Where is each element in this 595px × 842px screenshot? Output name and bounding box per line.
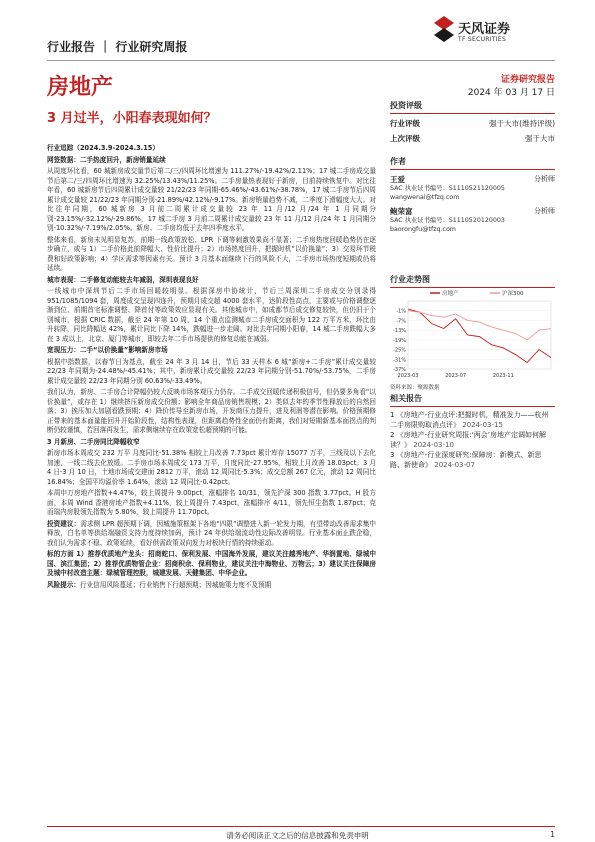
subsection-heading: 网签数据：二手热度回升，新房销量延续	[47, 155, 166, 164]
section-heading: 投资评级	[390, 100, 555, 114]
subsection-heading: 宽现压力：二手“以价换量”影响新房市场	[47, 346, 168, 354]
related-title[interactable]: 3 《房地产-行业深度研究:保障房：新模式、新思路、新使命》	[390, 451, 542, 469]
y-tick-label: -25%	[393, 347, 406, 354]
y-tick-label: -13%	[393, 328, 406, 335]
related-item[interactable]	[390, 410, 555, 430]
report-category: 行业报告 ｜ 行业研究周报	[47, 40, 188, 54]
y-tick-label: -31%	[393, 357, 406, 364]
paragraph: 根据中指数据，以春节日为基点，截至 24 年 3 月 14 日，节后 33 天样本 6 城“新房+二手房”累计成交量较 22/23 年同期为-24.48%/-45.41%；其中，新房累计成交量较 22/23 年同期分别-51.70%/-53.75%，二手房累计成交量较 22/23 年同期分别 60.63%/-33.49%。	[47, 357, 376, 385]
y-tick-label: -1%	[396, 308, 406, 315]
report-type: 证券研究报告	[500, 75, 555, 85]
y-tick-label: -37%	[393, 367, 406, 373]
subsection-heading: 3 月新房、二手房同比降幅收窄	[47, 437, 140, 446]
author-panel	[390, 156, 555, 234]
report-title: 3 月过半，小阳春表现如何？	[47, 111, 217, 126]
logo-mark-icon	[434, 16, 454, 42]
author-email[interactable]: baorongfu@tfzq.com	[390, 225, 456, 233]
subsection-heading: 城市表现：二手修复动能较去年减弱，深圳表现良好	[47, 275, 199, 284]
paragraph-text: 1）推荐优质地产龙头：招商蛇口、保利发展、中国海外发展，建议关注越秀地产、华润置地、绿城中国、滨江集团；2）推荐优质物管企业：招商积余、保利物业，建议关注中海物业、万物云；3）建议关注保障房及城中村改造主题：绿城管理控股，城建发展、天健集团、中华企业。	[47, 550, 377, 577]
author-email[interactable]: wangwenai@tfzq.com	[390, 193, 460, 201]
paragraph: 我们认为，新房、二手房合计降幅仍较大反映市场客观压力仍存。二手成交回暖传递积极信号，但仍要多角看“以价换量”，或存在 1）继续挤压新房成交份额；影响全年商品房销售规模；2）类似去年的季节性释放后的自然回落；3）挨压加大加剧看跌预期；4）降价传导至新房市场，开发商压力提升，进及利润等潜在影响。价格预期修正带来的基本面量能回升开始阶段性，结构性表现，但距离趋势性全面仍有距离，我们对短期新基本面拐点的判断仍较谨慎，若回落再发生，需求侧继续存在政策宽松超预期的可能。	[47, 388, 376, 434]
series-line	[408, 309, 551, 362]
trend-heading-wrap	[390, 274, 555, 288]
company-logo	[434, 14, 554, 54]
rating-panel	[390, 100, 555, 144]
rating-value: 强于大市	[525, 134, 555, 143]
rating-key: 行业评级	[390, 119, 420, 128]
report-date: 2024 年 03 月 17 日	[467, 88, 555, 98]
chart-source: 资料来源：聚源数据	[390, 385, 440, 391]
paragraph: 整体来看，新房未见明显复苏，前期一线政策放松、LPR 下调等刺激效果尚不显著；二手房热度回暖趋势仍在逐步确立，或与 1）二手价格此前降幅大、性价比提升；2）市场热度回升，把握时机“以价换量”；3）交易环节税费和好政策影响；4）学区需求等因素有关。预计 3 月基本面继续下行的风险不大，二手房市场热度短期或仍将延续。	[47, 235, 376, 272]
plot-frame	[408, 301, 551, 369]
paragraph-text: 行业信用风险蔓延；行业销售下行超预期；因城施策力度不及预期	[79, 580, 272, 589]
author-row	[390, 174, 555, 185]
industry-title: 房地产	[47, 75, 114, 100]
paragraph: 从周度环比看，60 城新房成交量节后第二/三/四周环比增速为 111.27%/-19.42%/2.11%；17 城二手房成交量节后第二/三/四周环比增速为 32.25%/13.43%/11.25%。二手房量热表现好于新房，目前持续恢复中。对比往年看，60 城新房节后四周累计成交量较 21/22/23 年同期-65.46%/-43.61%/-38.78%，17 城二手房节后四周累计成交量较 21/22/23 年同期分别-21.89%/42.12%/-9.17%。新房销量趋势不减，二季度下滑幅度大大。对比往年同期，60 城新房 3 月前二周累计成交量较 23 年 11 月/12 月/24 年 1 月同期分别-23.15%/-32.12%/-29.86%，17 城二手房 3 月前二周累计成交量较 23 年 11 月/12 月/24 年 1 月同期分别-10.32%/-7.19%/2.05%。新房、二手房均低于去年四季度水平。	[47, 167, 376, 232]
footer-divider	[47, 826, 555, 827]
trend-chart	[390, 287, 555, 379]
related-item[interactable]	[390, 450, 555, 470]
y-tick-label: -7%	[396, 318, 406, 325]
related-date: 2024-03-10	[413, 441, 454, 449]
header-divider	[47, 60, 555, 61]
section-heading: 行业追踪（2024.3.9-2024.3.15）	[47, 144, 159, 152]
author-cert: SAC 执业证书编号：S1110521120005	[390, 185, 505, 192]
logo-subtext: TF SECURITIES	[458, 36, 507, 43]
label: 风险提示：	[47, 580, 80, 589]
y-tick-label: -19%	[393, 337, 406, 344]
section-heading: 相关报告	[390, 393, 555, 407]
paragraph-text: 需求侧 LPR 超预期下调，因城施策框架下各地“四限”调整进入新一轮发力期，有望带动改善需求集中释放，白名单等供给端融资支持力度持续加码，预计 24 年供给端流动性边际改善明显。行业基本面止跌企稳，我们认为需求不稳、政策延续，看好供需政策双向发力对板块行情的持续驱动。	[47, 519, 376, 547]
rating-row	[390, 133, 555, 144]
x-tick-label: 2023-07	[445, 373, 467, 379]
related-date: 2024-03-15	[462, 421, 503, 429]
paragraph	[47, 550, 376, 579]
author-role: 分析师	[534, 207, 555, 215]
related-title[interactable]: 2 《房地产-行业研究周报:‘两会’房地产定调如何解读？》	[390, 431, 547, 449]
report-body	[47, 144, 376, 592]
footer-disclaimer: 请务必阅读正文之后的信息披露和免责申明	[226, 831, 369, 840]
rating-value: 强于大市(维持评级)	[489, 119, 555, 128]
paragraph	[47, 520, 376, 549]
author-role: 分析师	[534, 175, 555, 183]
paragraph: 本周申万房地产指数+4.47%，较上周提升 9.00pct，涨幅排名 10/31，领先沪深 300 指数 3.77pct。H 股方面，本周 Wind 香港房地产指数+4.11%，较上周提升 7.43pct，涨幅排序 4/11，领先恒生指数 1.87pct；克而瑞内房股领先指数为 5.80%，较上周提升 11.70pct。	[47, 489, 376, 516]
section-heading: 行业走势图	[390, 274, 555, 288]
paragraph	[47, 581, 376, 591]
author-row	[390, 206, 555, 217]
label: 投资建议：	[47, 519, 81, 528]
page-number: 1	[550, 830, 555, 839]
section-heading: 作者	[390, 156, 555, 170]
paragraph: 新房市场本周成交 232 万平 月度同比-51.38% 相较上月改善 7.73pct 累计库存 15077 万平，三线及以下去化加速，一线二线去化放缓。二手房市场本周成交 173 万平，月度同比-27.95%，相较上月改善 18.03pct。3 月 4 日-3 月 10 日，土地市场成交建面 2812 万平，滚动 12 周同比-5.3%；成交总额 267 亿元，滚动 12 周同比 16.84%；全国平均溢价率 1.64%，滚动 12 周同比-0.42pct。	[47, 449, 376, 486]
author-name: 鲍荣富	[390, 207, 413, 216]
series-line	[408, 311, 551, 340]
paragraph: 一线城市中深圳节后二手市场回暖较明显。根据深房中协统计，节后三周深圳二手房成交分别录得 951/1085/1094 套，周度成交呈现四连升，预期月成交超 4000 套水平，达阶段性高点，主要或与价格调整逐渐到位、前期首宅标准调整、降首付等政策效应显现有关。其他城市中，如成都节后成交修复较快，但仍旧于个别城市，根据 CRIC 数据，截至 24 年第 10 周，14 个重点监测城市二手房成交面积为 122 万平方米，环比由升转降，同比降幅达 42%，累计同比下降 14%，跌幅进一步走阔。对比去年同期小阳春，14 城二手房跌幅大多在 3 成以上，北京、厦门等城市，即较去年二手市场提供的修复动能在减弱。	[47, 287, 376, 343]
related-item[interactable]	[390, 430, 555, 450]
trend-chart-svg	[390, 287, 555, 379]
x-tick-label: 2023-11	[492, 373, 514, 379]
logo-text: 天风证券	[458, 22, 511, 37]
related-date: 2024-03-07	[434, 461, 475, 469]
legend-label: 房地产	[442, 291, 459, 297]
x-tick-label: 2023-03	[397, 373, 419, 379]
author-cert: SAC 执业证书编号：S1110520120003	[390, 217, 505, 224]
legend-label: 沪深300	[502, 291, 524, 297]
author-name: 王爱	[390, 175, 405, 184]
label: 标的方面	[47, 550, 74, 558]
related-list	[390, 410, 555, 470]
rating-key: 上次评级	[390, 134, 420, 143]
related-panel	[390, 393, 555, 470]
related-title[interactable]: 1 《房地产-行业点评:把握时机，精准发力——杭州二手房限购取消点评》	[390, 411, 549, 429]
rating-row	[390, 118, 555, 129]
